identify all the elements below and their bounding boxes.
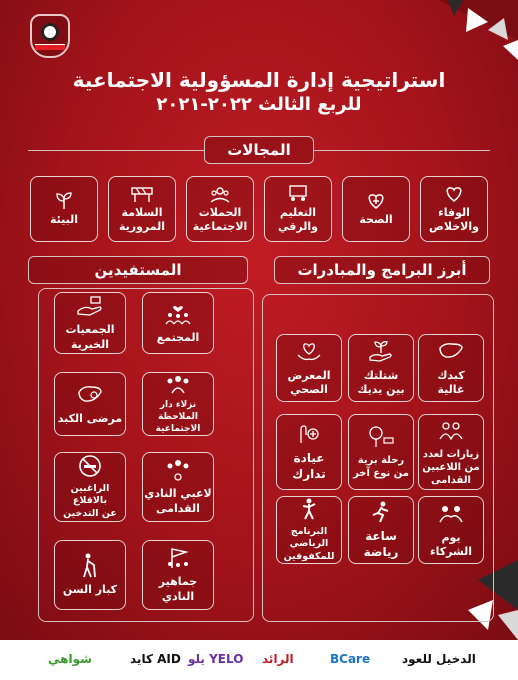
beneficiary-label: الجمعيات الخيرية (65, 323, 115, 351)
area-tile-health (342, 176, 410, 242)
clinic-icon (294, 421, 324, 447)
club-logo (30, 14, 70, 58)
programs-heading: أبرز البرامج والمبادرات (274, 256, 490, 284)
area-tile-loyalty (420, 176, 488, 242)
seedling-hand-icon (366, 339, 396, 365)
program-label: كبدك غالية (437, 368, 465, 396)
area-tile-environment (30, 176, 98, 242)
program-label: زيارات لعدد من اللاعبين القدامى (422, 448, 480, 486)
program-tile-exhibition (276, 334, 342, 402)
sponsors-bar (0, 640, 518, 680)
program-tile-blind-sports (276, 496, 342, 564)
area-tile-education (264, 176, 332, 242)
beneficiary-label: جماهير النادي (158, 575, 198, 603)
beneficiary-tile-elderly (54, 540, 126, 610)
program-tile-sport-hour (348, 496, 414, 564)
sponsor-logo: شواهي (48, 652, 92, 666)
area-label: الصحة (359, 213, 393, 227)
visit-people-icon (436, 418, 466, 444)
area-label: الحملات الاجتماعية (192, 206, 248, 233)
beneficiary-label: نزلاء دار الملاحظة الاجتماعية (155, 399, 201, 435)
players-icon (163, 457, 193, 483)
health-heart-icon (364, 191, 388, 211)
sponsor-logo: يلو YELO (188, 652, 244, 666)
community-hands-icon (208, 184, 232, 204)
partners-icon (436, 501, 466, 527)
sponsor-logo: الدخيل للعود (402, 652, 476, 666)
program-tile-partners (418, 496, 484, 564)
charity-hand-icon (75, 293, 105, 319)
heart-care-icon (294, 339, 324, 365)
beneficiary-tile-charity (54, 292, 126, 354)
liver-icon (436, 339, 466, 365)
society-icon (163, 301, 193, 327)
beneficiary-label: كبار السن (62, 582, 118, 596)
classroom-icon (286, 184, 310, 204)
page-title: استراتيجية إدارة المسؤولية الاجتماعية (72, 68, 446, 92)
beneficiary-label: الراغبين بالاقلاع عن التدخين (63, 482, 117, 520)
program-label: البرنامج الرياضي للمكفوفين (283, 525, 335, 562)
traffic-barrier-icon (130, 184, 154, 204)
area-label: التعليم والرقي (278, 206, 318, 233)
plant-icon (52, 191, 76, 211)
runner-icon (366, 499, 396, 525)
area-label: الوفاء والاخلاص (429, 206, 479, 233)
decorative-shards-top (408, 0, 518, 60)
athlete-icon (294, 497, 324, 522)
program-tile-trip (348, 414, 414, 490)
beneficiary-label: مرضى الكبد (57, 411, 123, 425)
areas-heading: المجالات (204, 136, 314, 164)
tree-trip-icon (366, 424, 396, 450)
sponsor-logo: BCare (330, 652, 371, 666)
area-label: البيئة (49, 213, 79, 227)
divider-left (28, 150, 204, 151)
program-tile-liver (418, 334, 484, 402)
divider-right (314, 150, 490, 151)
program-label: عيادة تدارك (292, 451, 326, 481)
sponsor-logo: الرائد (262, 652, 294, 666)
beneficiary-label: لاعبي النادي القدامى (144, 487, 212, 515)
program-label: يوم الشركاء (429, 530, 473, 558)
beneficiary-tile-liver-patients (54, 372, 126, 436)
liver-patient-icon (75, 382, 105, 408)
program-tile-clinic (276, 414, 342, 490)
program-label: المعرض الصحي (287, 368, 331, 396)
no-smoking-icon (75, 453, 105, 479)
group-icon (163, 373, 193, 395)
area-label: السلامة المرورية (118, 206, 166, 233)
program-label: رحلة برية من نوع آخر (353, 455, 409, 479)
heart-hands-icon (442, 184, 466, 204)
program-label: شتلتك بين يديك (357, 368, 405, 396)
page-subtitle: للربع الثالث ٢٠٢٢-٢٠٢١ (156, 94, 362, 115)
beneficiary-tile-society (142, 292, 214, 354)
beneficiary-tile-quit-smoking (54, 452, 126, 522)
area-tile-campaigns (186, 176, 254, 242)
beneficiary-tile-fans (142, 540, 214, 610)
program-tile-seedling (348, 334, 414, 402)
beneficiary-tile-observation (142, 372, 214, 436)
program-tile-visits (418, 414, 484, 490)
beneficiaries-heading: المستفيدين (28, 256, 248, 284)
sponsor-logo: كايد AID (130, 652, 181, 666)
program-label: ساعة رياضة (363, 529, 399, 559)
area-tile-traffic (108, 176, 176, 242)
beneficiary-tile-former-players (142, 452, 214, 522)
fans-flag-icon (163, 545, 193, 571)
elderly-icon (75, 553, 105, 579)
beneficiary-label: المجتمع (156, 330, 200, 344)
